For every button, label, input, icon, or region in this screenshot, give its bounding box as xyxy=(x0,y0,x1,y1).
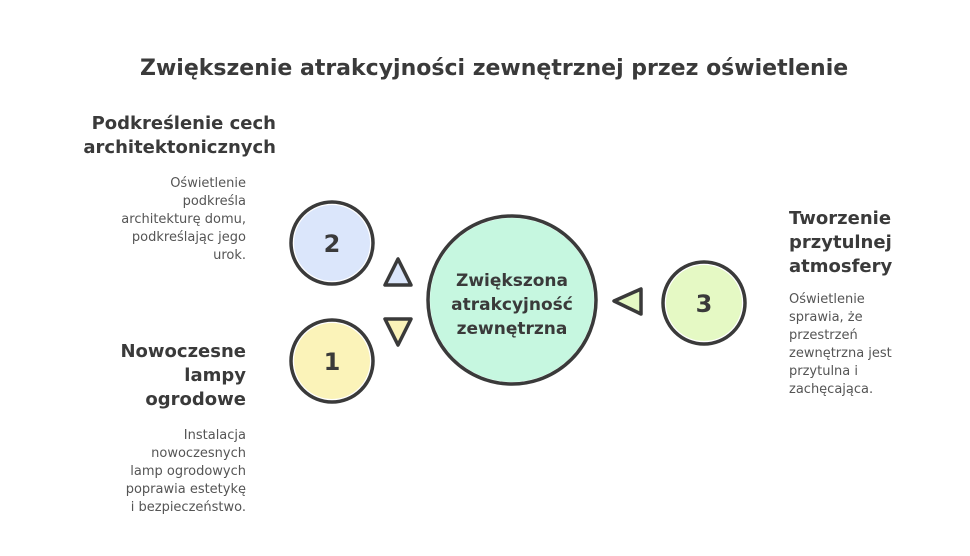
desc-architectural-features xyxy=(96,175,246,265)
heading-line: atmosfery xyxy=(789,256,893,277)
node-2 xyxy=(291,202,373,284)
desc-line: zewnętrzna jest xyxy=(789,346,892,361)
desc-line: architekturę domu, xyxy=(121,212,246,227)
desc-line: lamp ogrodowych xyxy=(130,464,246,479)
desc-line: Oświetlenie xyxy=(170,176,246,191)
node-2-number: 2 xyxy=(323,230,341,258)
desc-cozy-atmosphere xyxy=(789,291,959,399)
page-title: Zwiększenie atrakcyjności zewnętrznej przez oświetlenie xyxy=(140,56,849,81)
center-label-line-1: Zwiększona xyxy=(456,271,568,291)
desc-line: zachęcająca. xyxy=(789,382,874,397)
node-1 xyxy=(291,320,373,402)
node-3 xyxy=(663,262,745,344)
heading-line: przytulnej xyxy=(789,232,892,253)
center-label-line-2: atrakcyjność xyxy=(451,295,573,315)
heading-line: Nowoczesne xyxy=(120,341,246,362)
node-1-number: 1 xyxy=(323,348,341,376)
desc-line: Oświetlenie xyxy=(789,292,865,307)
heading-cozy-atmosphere xyxy=(789,207,949,279)
arrow-down-icon xyxy=(385,319,411,345)
arrow-left-icon xyxy=(614,289,641,314)
center-node xyxy=(428,216,596,384)
desc-line: przestrzeń xyxy=(789,328,858,343)
desc-line: nowoczesnych xyxy=(151,446,246,461)
heading-line: architektonicznych xyxy=(83,137,276,158)
heading-line: lampy xyxy=(184,365,246,386)
desc-line: podkreśla xyxy=(182,194,246,209)
desc-line: podkreślając jego xyxy=(131,230,246,245)
desc-line: sprawia, że xyxy=(789,310,863,325)
heading-architectural-features xyxy=(60,112,276,160)
heading-modern-garden-lamps xyxy=(96,340,246,412)
desc-line: urok. xyxy=(213,248,246,263)
heading-line: Podkreślenie cech xyxy=(91,113,276,134)
node-3-number: 3 xyxy=(695,290,713,318)
desc-line: i bezpieczeństwo. xyxy=(130,500,246,515)
arrow-up-icon xyxy=(385,259,411,285)
desc-line: Instalacja xyxy=(183,428,246,443)
heading-line: ogrodowe xyxy=(145,389,246,410)
desc-modern-garden-lamps xyxy=(96,427,246,517)
center-label-line-3: zewnętrzna xyxy=(456,319,568,339)
heading-line: Tworzenie xyxy=(789,208,892,229)
desc-line: poprawia estetykę xyxy=(125,482,246,497)
desc-line: przytulna i xyxy=(789,364,859,379)
